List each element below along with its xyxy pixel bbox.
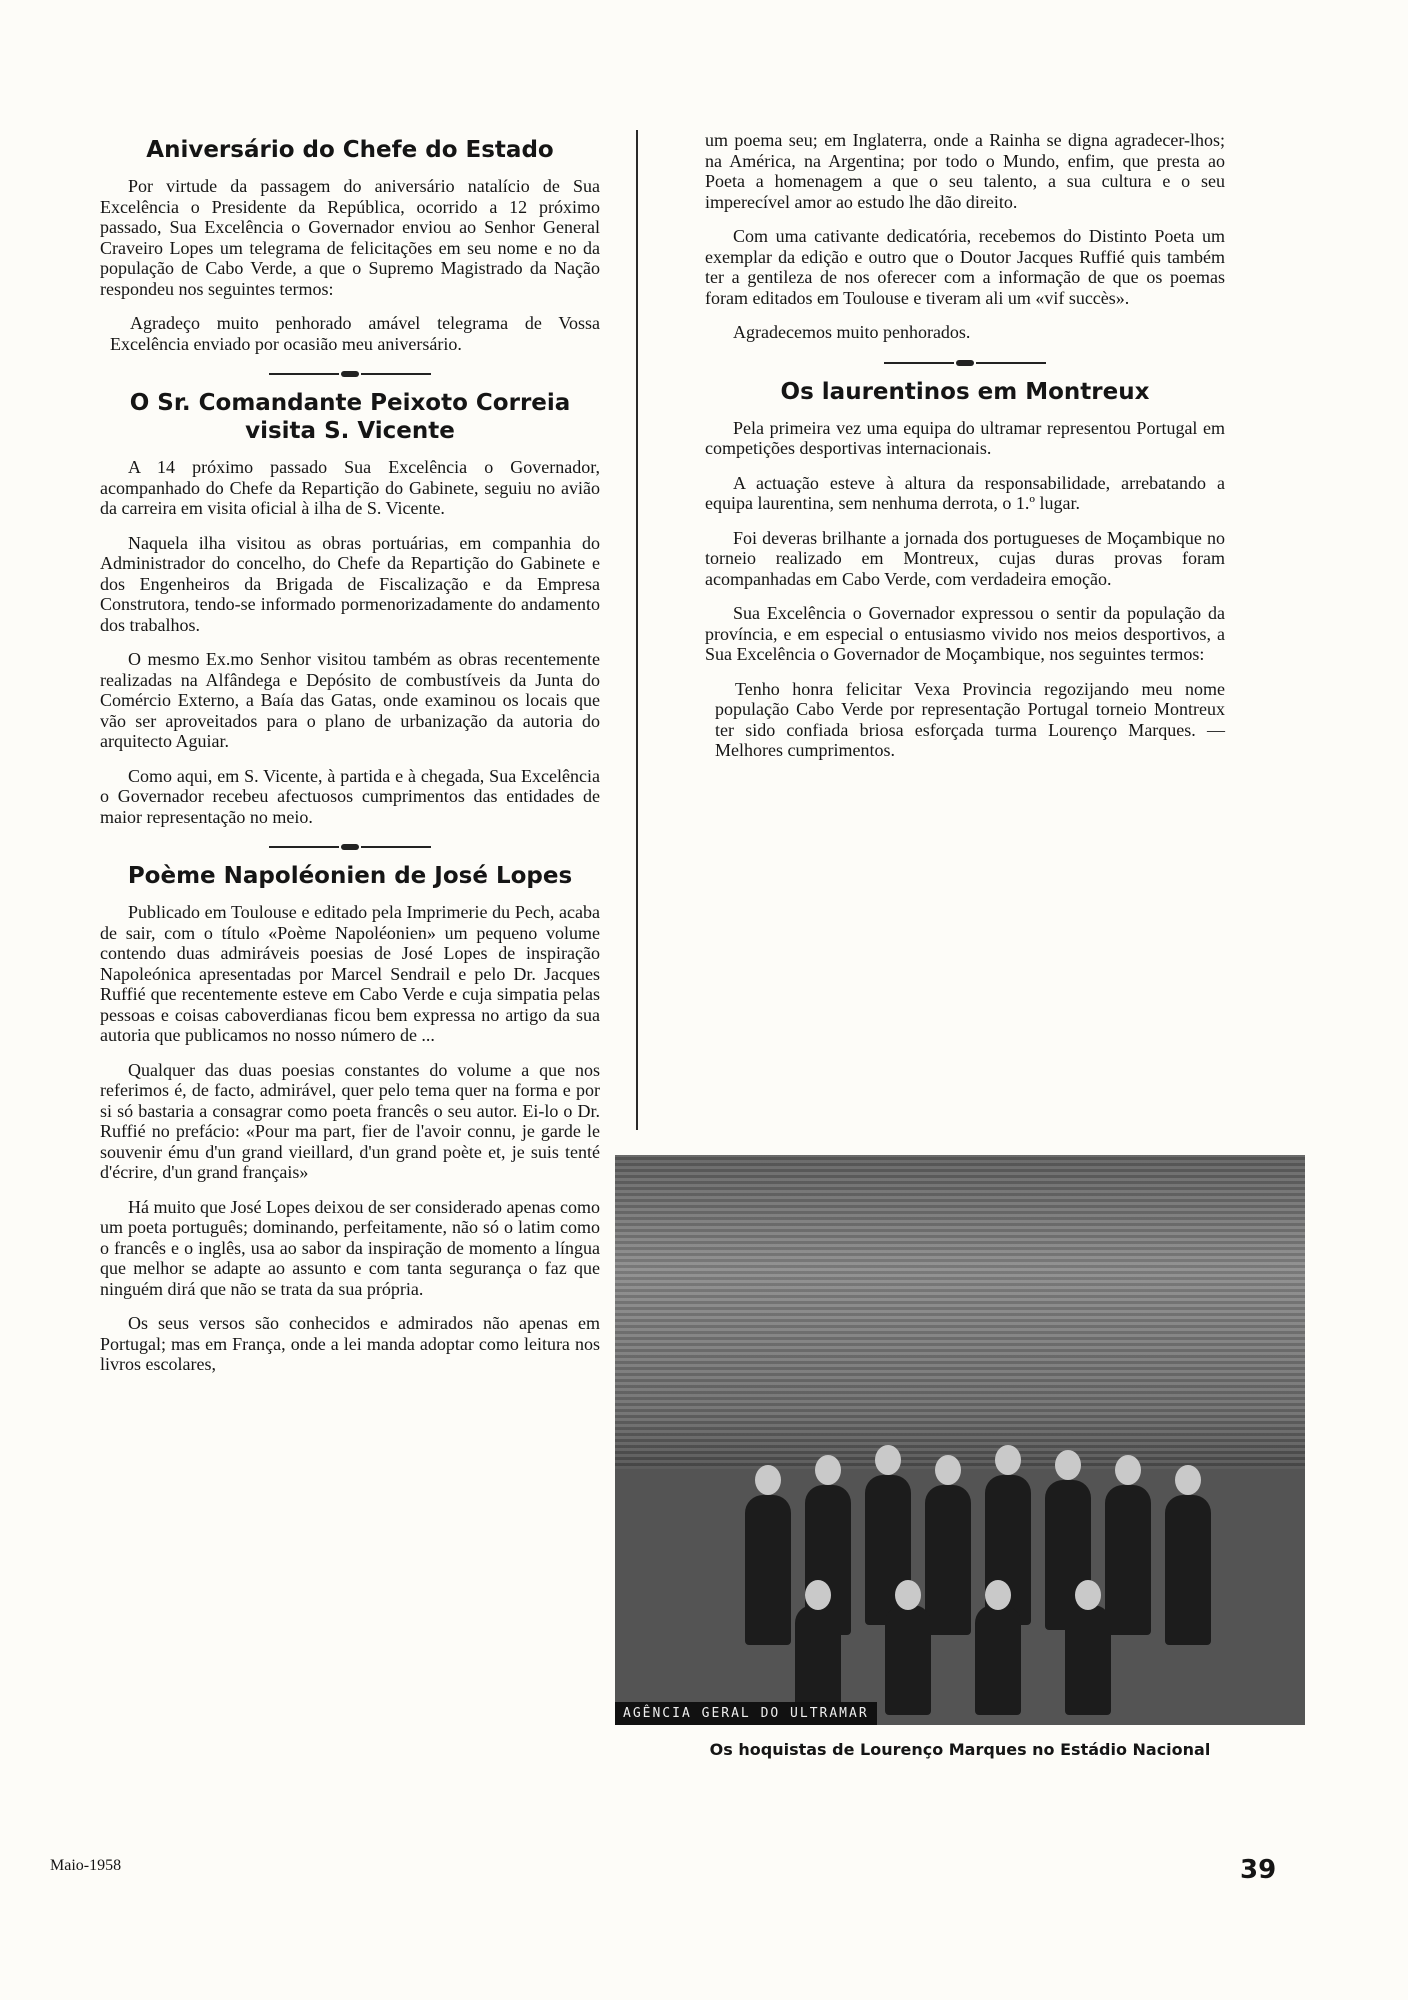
paragraph: Foi deveras brilhante a jornada dos portugueses de Moçambique no torneio realizado em Montreux, cujas duras provas foram acompanhadas em Cabo Verde, com verdadeira emoção.: [705, 527, 1225, 589]
telegram-quote: Agradeço muito penhorado amável telegrama de Vossa Excelência enviado por ocasião meu aniversário.: [110, 313, 600, 354]
section-separator: [100, 368, 600, 381]
column-rule: [636, 130, 638, 1130]
paragraph: Como aqui, em S. Vicente, à partida e à chegada, Sua Excelência o Governador recebeu afectuosos cumprimentos das entidades de maior representação no meio.: [100, 765, 600, 827]
paragraph: Com uma cativante dedicatória, recebemos do Distinto Poeta um exemplar da edição e outro que o Doutor Jacques Ruffié quis também ter a gentileza de nos oferecer com a informação de que os poemas foram editados em Toulouse e tiveram ali um «vif succès».: [705, 226, 1225, 308]
heading-aniversario: Aniversário do Chefe do Estado: [146, 137, 554, 163]
photo-caption: Os hoquistas de Lourenço Marques no Estádio Nacional: [709, 1740, 1211, 1759]
heading-poeme: Poème Napoléonien de José Lopes: [127, 863, 573, 889]
heading-comandante: O Sr. Comandante Peixoto Correia visita S. Vicente: [129, 390, 571, 444]
heading-laurentinos: Os laurentinos em Montreux: [780, 378, 1150, 405]
paragraph: Sua Excelência o Governador expressou o sentir da população da província, e em especial o entusiasmo vivido nos meios desportivos, a Sua Excelência o Governador de Moçambique, nos seguintes termos:: [705, 603, 1225, 664]
photo-credit: AGÊNCIA GERAL DO ULTRAMAR: [615, 1702, 877, 1725]
left-column: [100, 130, 600, 1389]
paragraph: Qualquer das duas poesias constantes do volume a que nos referimos é, de facto, admirável, quer pelo tema quer na forma e por si só bastaria a consagrar como poeta francês o seu autor. Ei-lo o Dr. Ruffié no prefácio: «Pour ma part, fier de l'avoir connu, je garde le souvenir ému d'un grand vieillard, d'un grand poète et, je suis tenté d'écrire, d'un grand français»: [100, 1059, 600, 1182]
stadium-stands: [615, 1155, 1305, 1469]
section-separator: [705, 357, 1225, 370]
team-group: [735, 1455, 1235, 1715]
telegram-quote: Tenho honra felicitar Vexa Provincia regozijando meu nome população Cabo Verde por representação Portugal torneio Montreux ter sido confiada briosa esforçada turma Lourenço Marques. — Melhores cumprimentos.: [715, 678, 1225, 760]
paragraph: A 14 próximo passado Sua Excelência o Governador, acompanhado do Chefe da Repartição do Gabinete, seguiu no avião da carreira em visita oficial à ilha de S. Vicente.: [100, 457, 600, 518]
paragraph: A actuação esteve à altura da responsabilidade, arrebatando a equipa laurentina, sem nenhuma derrota, o 1.º lugar.: [705, 472, 1225, 513]
right-column: [705, 130, 1225, 775]
paragraph: um poema seu; em Inglaterra, onde a Rainha se digna agradecer-lhos; na América, na Argentina; por todo o Mundo, enfim, que presta ao Poeta a homenagem a que o seu talento, a sua cultura e o seu imperecível amor ao estudo lhe dão direito.: [705, 130, 1225, 212]
issue-date: Maio-1958: [50, 1857, 122, 1874]
paragraph: Naquela ilha visitou as obras portuárias, em companhia do Administrador do concelho, do Chefe da Repartição do Gabinete e dos Engenheiros da Brigada de Fiscalização e da Empresa Construtora, tendo-se informado pormenorizadamente do andamento dos trabalhos.: [100, 532, 600, 635]
paragraph: Há muito que José Lopes deixou de ser considerado apenas como um poeta português; dominando, perfeitamente, não só o latim como o francês e o inglês, usa ao sabor da inspiração de momento a língua que melhor se adapte ao assunto e com tanta segurança o faz que ninguém dirá que não se trata da sua própria.: [100, 1196, 600, 1299]
paragraph: Os seus versos são conhecidos e admirados não apenas em Portugal; mas em França, onde a lei manda adoptar como leitura nos livros escolares,: [100, 1313, 600, 1374]
paragraph: Por virtude da passagem do aniversário natalício de Sua Excelência o Presidente da República, ocorrido a 12 próximo passado, Sua Excelência o Governador enviou ao Senhor General Craveiro Lopes um telegrama de felicitações em seu nome e no da população de Cabo Verde, a que o Supremo Magistrado da Nação respondeu nos seguintes termos:: [100, 176, 600, 299]
paragraph: Publicado em Toulouse e editado pela Imprimerie du Pech, acaba de sair, com o título «Poème Napoléonien» um pequeno volume contendo duas admiráveis poesias de José Lopes de inspiração Napoleónica apresentadas por Marcel Sendrail e pelo Dr. Jacques Ruffié que recentemente esteve em Cabo Verde e cuja simpatia pelas pessoas e coisas caboverdianas ficou bem expressa no artigo da sua autoria que publicamos no nosso número de ...: [100, 902, 600, 1045]
page-number: 39: [1240, 1855, 1277, 1885]
paragraph: Agradecemos muito penhorados.: [733, 322, 971, 342]
paragraph: Pela primeira vez uma equipa do ultramar representou Portugal em competições desportivas internacionais.: [705, 417, 1225, 458]
section-separator: [100, 841, 600, 854]
paragraph: O mesmo Ex.mo Senhor visitou também as obras recentemente realizadas na Alfândega e Depósito de combustíveis da Junta do Comércio Externo, a Baía das Gatas, onde examinou os locais que vão ser aproveitados para o plano de urbanização da autoria do arquitecto Aguiar.: [100, 649, 600, 751]
team-photo: [615, 1155, 1305, 1725]
